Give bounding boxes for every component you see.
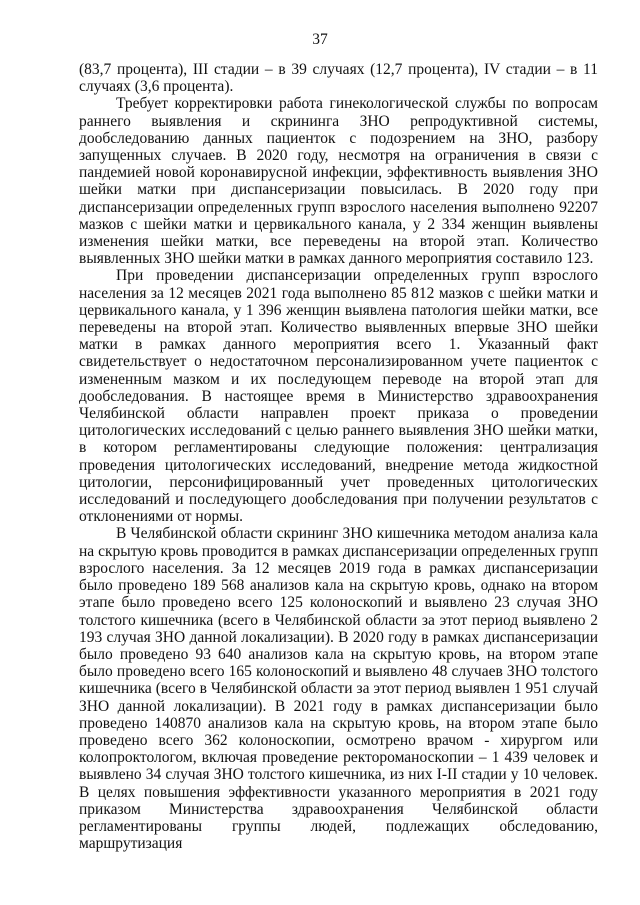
paragraph-continuation: (83,7 процента), III стадии – в 39 случаях (12,7 процента), IV стадии – в 11 случаях (3,6 процента). bbox=[79, 61, 598, 96]
document-body bbox=[79, 61, 598, 852]
paragraph-colorectal-screening: В Челябинской области скрининг ЗНО кишечника методом анализа кала на скрытую кровь проводится в рамках диспансеризации определенных групп взрослого населения. За 12 месяцев 2019 года в рамках диспансеризации было проведено 189 568 анализов кала на скрытую кровь, однако на втором этапе было проведено всего 125 колоноскопий и выявлено 23 случая ЗНО толстого кишечника (всего в Челябинской области за этот период выявлено 2 193 случая ЗНО данной локализации). В 2020 году в рамках диспансеризации было проведено 93 640 анализов кала на скрытую кровь, на втором этапе было проведено всего 165 колоноскопий и выявлено 48 случаев ЗНО толстого кишечника (всего в Челябинской области за этот период выявлен 1 951 случай ЗНО данной локализации). В 2021 году в рамках диспансеризации было проведено 140870 анализов кала на скрытую кровь, на втором этапе было проведено всего 362 колоноскопии, осмотрено врачом - хирургом или колопроктологом, включая проведение ректороманоскопии – 1 439 человек и выявлено 34 случая ЗНО толстого кишечника, из них I-II стадии у 10 человек. В целях повышения эффективности указанного мероприятия в 2021 году приказом Министерства здравоохранения Челябинской области регламентированы группы людей, подлежащих обследованию, маршрутизация bbox=[79, 525, 598, 853]
page-number: 37 bbox=[312, 31, 328, 48]
paragraph-cervical-screening-2021: При проведении диспансеризации определенных групп взрослого населения за 12 месяцев 2021 года выполнено 85 812 мазков с шейки матки и цервикального канала, у 1 396 женщин выявлена патология шейки матки, все переведены на второй этап. Количество выявленных впервые ЗНО шейки матки в рамках данного мероприятия всего 1. Указанный факт свидетельствует о недостаточном персонализированном учете пациенток с измененным мазком и их последующем переводе на второй этап для дообследования. В настоящее время в Министерство здравоохранения Челябинской области направлен проект приказа о проведении цитологических исследований с целью раннего выявления ЗНО шейки матки, в котором регламентированы следующие положения: централизация проведения цитологических исследований, внедрение метода жидкостной цитологии, персонифицированный учет проведенных цитологических исследований и последующего дообследования при получении результатов с отклонениями от нормы. bbox=[79, 267, 598, 526]
paragraph-gynecology-service: Требует корректировки работа гинекологической службы по вопросам раннего выявления и скрининга ЗНО репродуктивной системы, дообследованию данных пациенток с подозрением на ЗНО, разбору запущенных случаев. В 2020 году, несмотря на ограничения в связи с пандемией новой коронавирусной инфекции, эффективность выявления ЗНО шейки матки при диспансеризации повысилась. В 2020 году при диспансеризации определенных групп взрослого населения выполнено 92207 мазков с шейки матки и цервикального канала, у 2 334 женщин выявлены изменения шейки матки, все переведены на второй этап. Количество выявленных ЗНО шейки матки в рамках данного мероприятия составило 123. bbox=[79, 95, 598, 268]
